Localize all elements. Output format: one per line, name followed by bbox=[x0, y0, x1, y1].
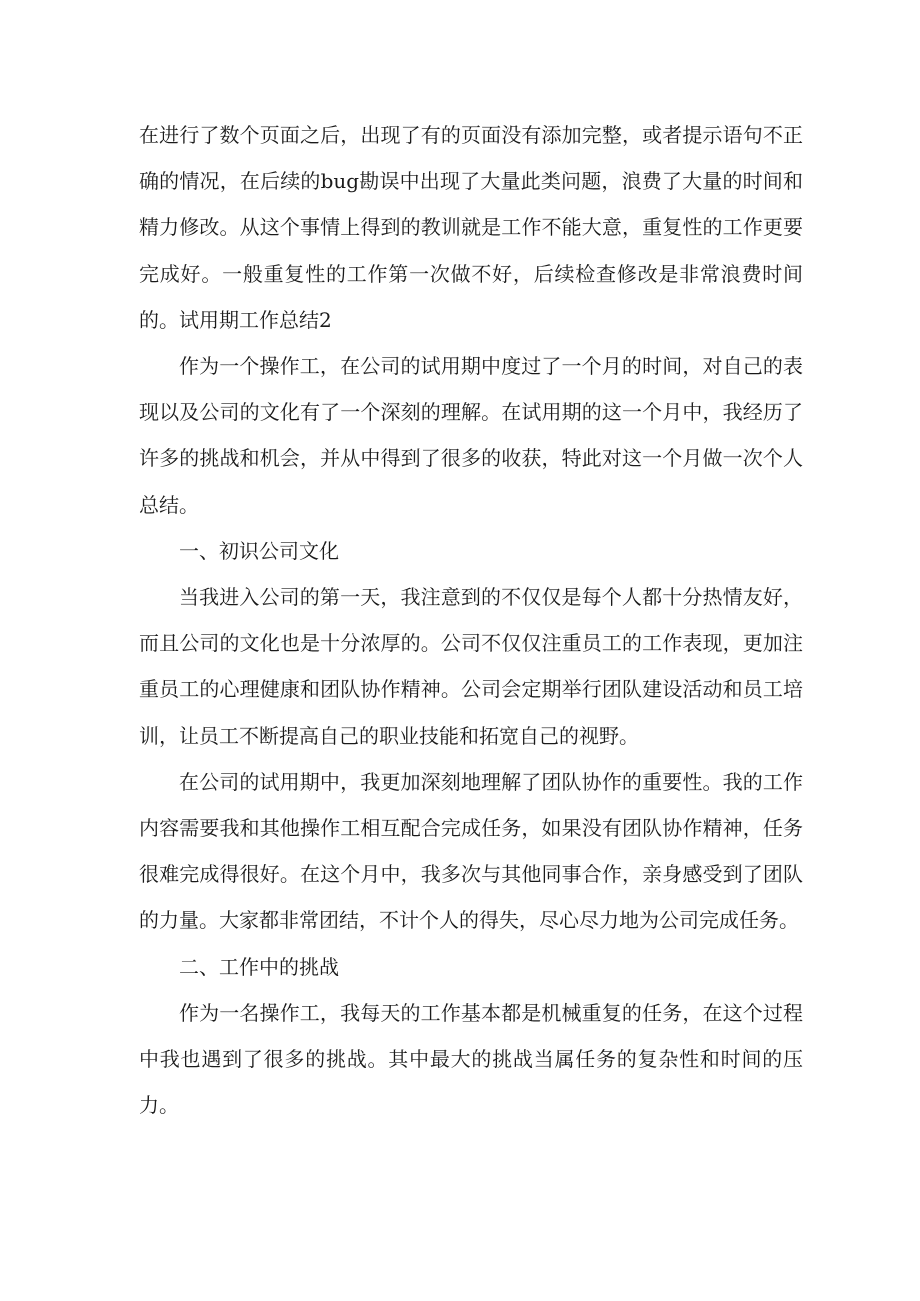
paragraph-continuation: 在进行了数个页面之后，出现了有的页面没有添加完整，或者提示语句不正确的情况，在后续的bug勘误中出现了大量此类问题，浪费了大量的时间和精力修改。从这个事情上得到的教训就是工作不能大意，重复性的工作更要完成好。一般重复性的工作第一次做不好，后续检查修改是非常浪费时间的。试用期工作总结2 bbox=[139, 123, 803, 332]
document-body bbox=[139, 112, 803, 1128]
paragraph-intro: 作为一个操作工，在公司的试用期中度过了一个月的时间，对自己的表现以及公司的文化有了一个深刻的理解。在试用期的这一个月中，我经历了许多的挑战和机会，并从中得到了很多的收获，特此对这一个月做一次个人总结。 bbox=[139, 354, 803, 517]
paragraph-teamwork: 在公司的试用期中，我更加深刻地理解了团队协作的重要性。我的工作内容需要我和其他操作工相互配合完成任务，如果没有团队协作精神，任务很难完成得很好。在这个月中，我多次与其他同事合作，亲身感受到了团队的力量。大家都非常团结，不计个人的得失，尽心尽力地为公司完成任务。 bbox=[139, 769, 803, 933]
section-heading-company-culture: 一、初识公司文化 bbox=[179, 538, 339, 563]
paragraph-work-challenges: 作为一名操作工，我每天的工作基本都是机械重复的任务，在这个过程中我也遇到了很多的挑战。其中最大的挑战当属任务的复杂性和时间的压力。 bbox=[139, 1000, 803, 1118]
paragraph-company-culture: 当我进入公司的第一天，我注意到的不仅仅是每个人都十分热情友好，而且公司的文化也是十分浓厚的。公司不仅仅注重员工的工作表现，更加注重员工的心理健康和团队协作精神。公司会定期举行团队建设活动和员工培训，让员工不断提高自己的职业技能和拓宽自己的视野。 bbox=[139, 585, 803, 748]
section-heading-work-challenges: 二、工作中的挑战 bbox=[179, 954, 339, 979]
